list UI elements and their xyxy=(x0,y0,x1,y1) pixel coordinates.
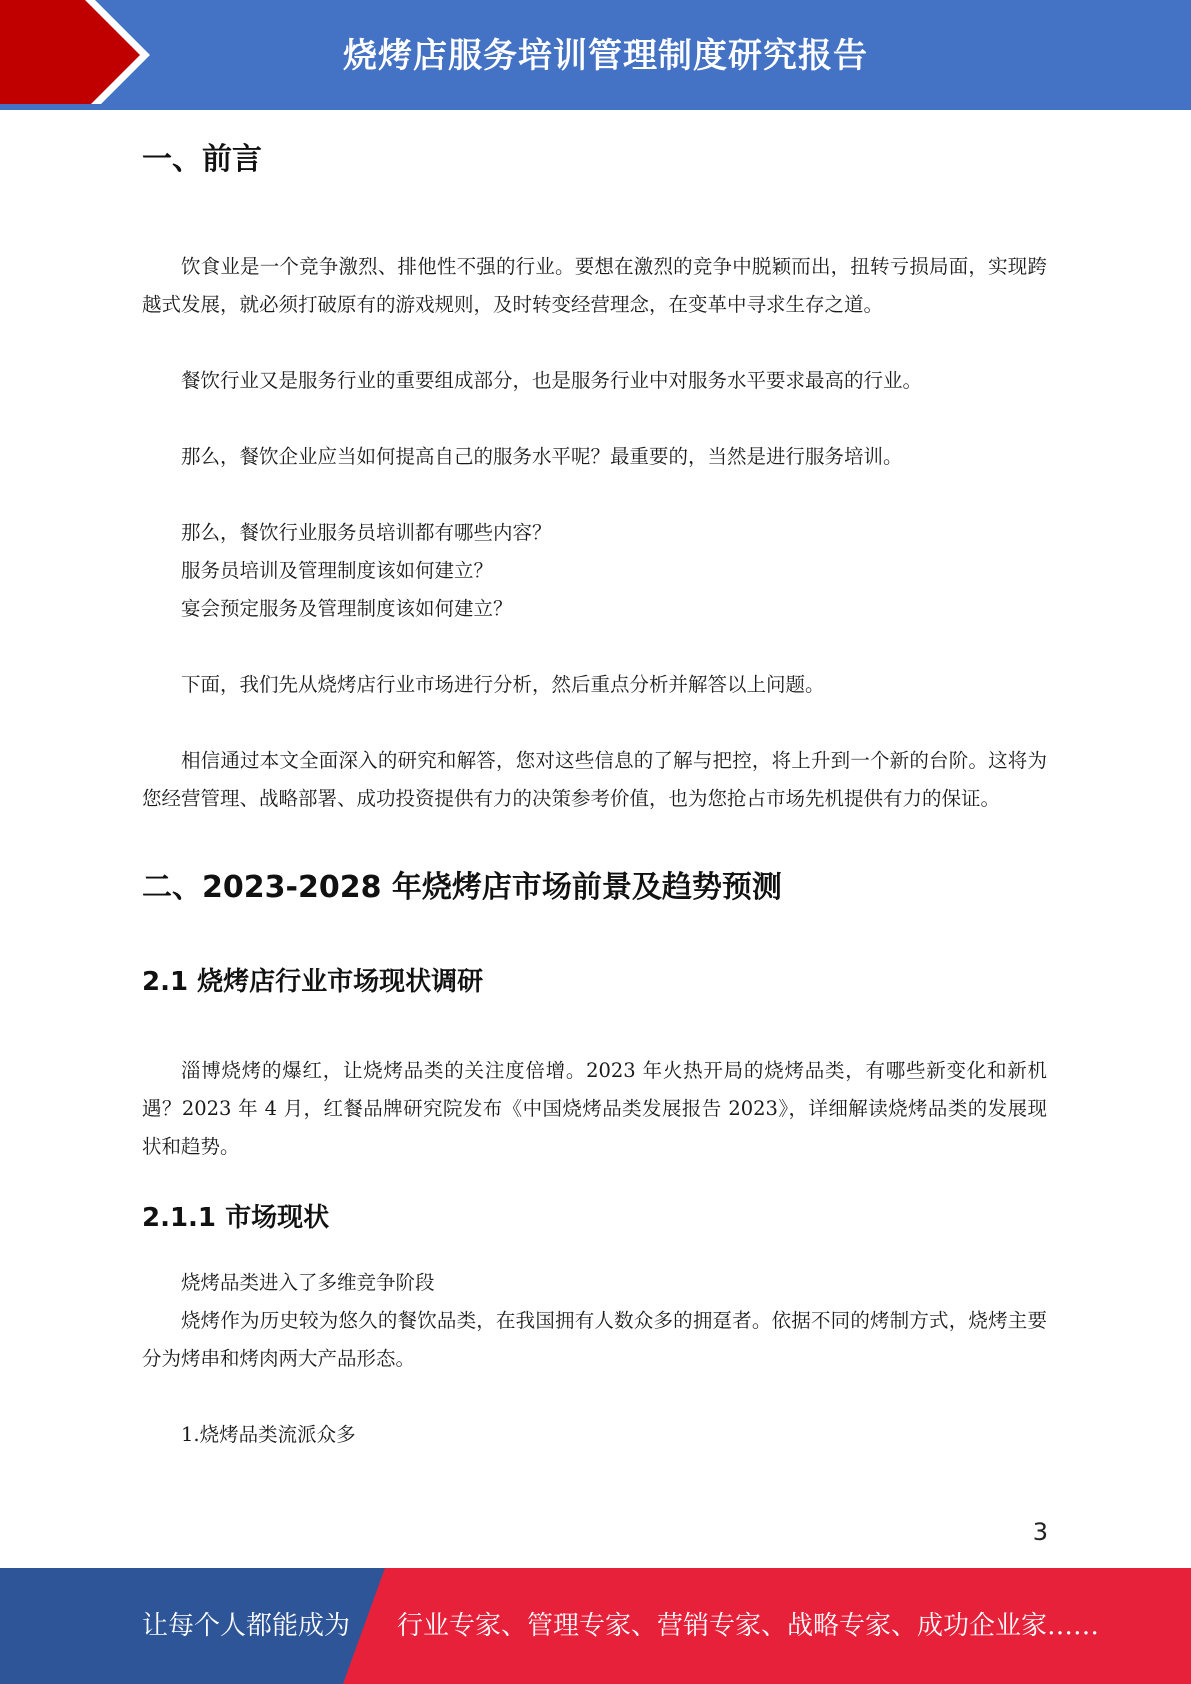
page-header xyxy=(0,0,1191,110)
paragraph: 餐饮行业又是服务行业的重要组成部分，也是服务行业中对服务水平要求最高的行业。 xyxy=(181,369,923,392)
paragraph: 那么，餐饮企业应当如何提高自己的服务水平呢？最重要的，当然是进行服务培训。 xyxy=(181,445,903,468)
paragraph: 饮食业是一个竞争激烈、排他性不强的行业。要想在激烈的竞争中脱颖而出，扭转亏损局面，实现跨越式发展，就必须打破原有的游戏规则，及时转变经营理念，在变革中寻求生存之道。 xyxy=(142,255,1047,316)
subsection-heading-market-survey: 2.1 烧烤店行业市场现状调研 xyxy=(142,967,484,997)
page-number: 3 xyxy=(1032,1518,1048,1546)
footer-slogan-right: 行业专家、管理专家、营销专家、战略专家、成功企业家…… xyxy=(397,1611,1100,1641)
footer-slogan-left: 让每个人都能成为 xyxy=(142,1611,351,1641)
subsection-heading-market-status: 2.1.1 市场现状 xyxy=(142,1203,330,1233)
paragraph: 烧烤作为历史较为悠久的餐饮品类，在我国拥有人数众多的拥趸者。依据不同的烤制方式，烧烤主要分为烤串和烤肉两大产品形态。 xyxy=(142,1309,1047,1370)
document-title: 烧烤店服务培训管理制度研究报告 xyxy=(343,35,868,76)
paragraph: 烧烤品类进入了多维竞争阶段 xyxy=(181,1271,435,1294)
paragraph: 下面，我们先从烧烤店行业市场进行分析，然后重点分析并解答以上问题。 xyxy=(181,673,825,696)
question-line: 服务员培训及管理制度该如何建立？ xyxy=(181,559,494,582)
document-body xyxy=(142,124,1047,1454)
section-heading-preface: 一、前言 xyxy=(142,142,262,177)
question-line: 宴会预定服务及管理制度该如何建立？ xyxy=(181,597,513,620)
question-line: 那么，餐饮行业服务员培训都有哪些内容？ xyxy=(181,521,552,544)
paragraph: 淄博烧烤的爆红，让烧烤品类的关注度倍增。2023 年火热开局的烧烤品类，有哪些新变化和新机遇？2023 年 4 月，红餐品牌研究院发布《中国烧烤品类发展报告 2023》，详细解读烧烤品类的发展现状和趋势。 xyxy=(142,1059,1047,1158)
paragraph: 相信通过本文全面深入的研究和解答，您对这些信息的了解与把控，将上升到一个新的台阶。这将为您经营管理、战略部署、成功投资提供有力的决策参考价值，也为您抢占市场先机提供有力的保证。 xyxy=(142,749,1047,810)
section-heading-market-outlook: 二、2023-2028 年烧烤店市场前景及趋势预测 xyxy=(142,870,782,905)
list-item: 1.烧烤品类流派众多 xyxy=(181,1423,356,1446)
page-footer xyxy=(0,1568,1191,1684)
